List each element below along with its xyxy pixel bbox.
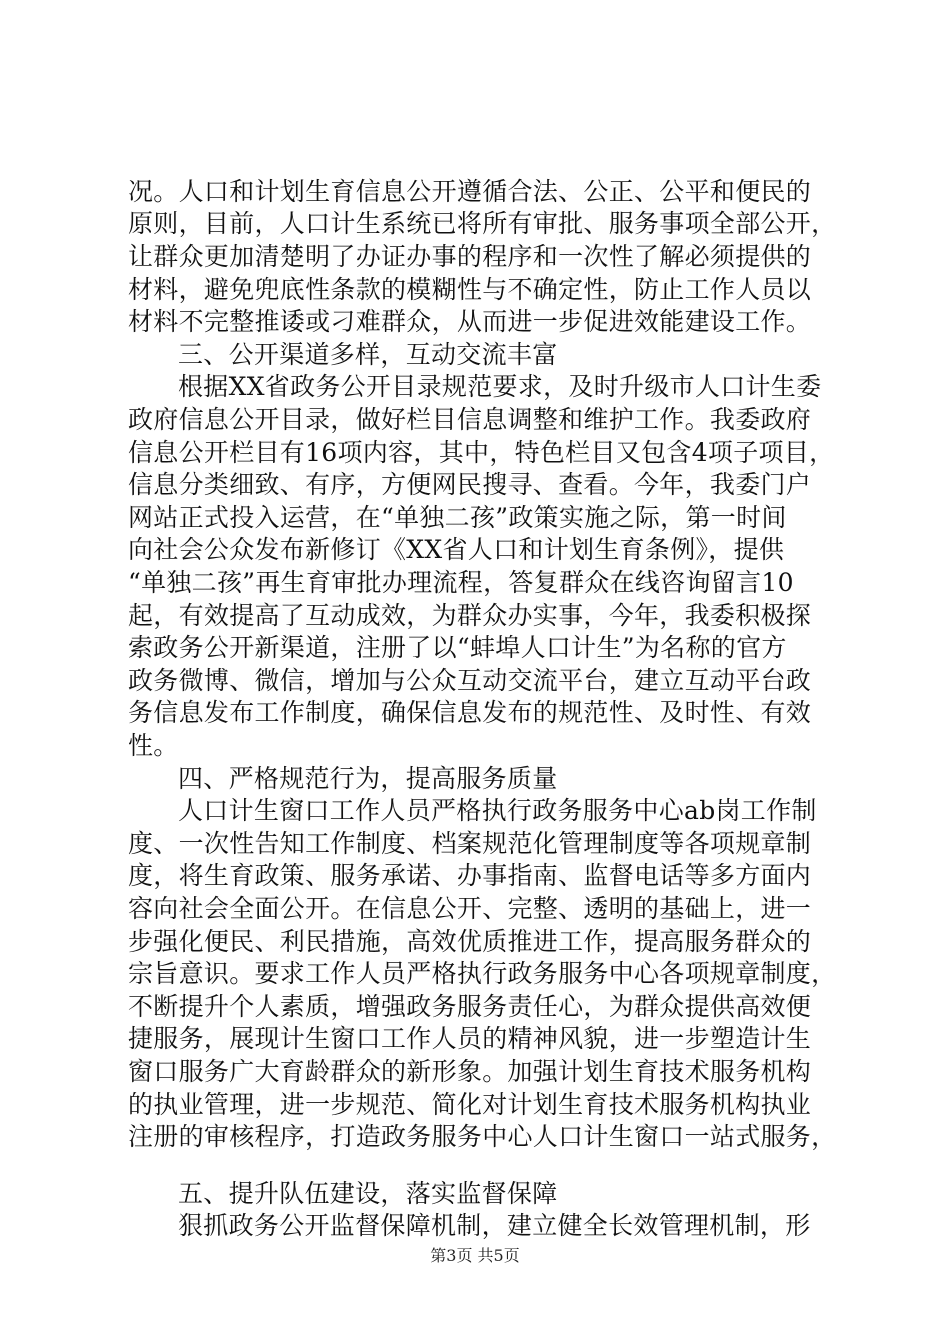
section-heading: 四、严格规范行为，提高服务质量	[178, 764, 558, 793]
paragraph-line: 材料不完整推诿或刁难群众，从而进一步促进效能建设工作。	[128, 307, 812, 336]
paragraph-line: 性。	[128, 731, 179, 760]
paragraph-line: 材料，避免兜底性条款的模糊性与不确定性，防止工作人员以	[128, 275, 812, 304]
paragraph-line: 窗口服务广大育龄群众的新形象。加强计划生育技术服务机构	[128, 1057, 812, 1086]
paragraph-line: 狠抓政务公开监督保障机制，建立健全长效管理机制，形	[178, 1211, 811, 1240]
paragraph-line: 的执业管理，进一步规范、简化对计划生育技术服务机构执业	[128, 1090, 812, 1119]
paragraph-line: “单独二孩”再生育审批办理流程，答复群众在线咨询留言10	[128, 568, 794, 597]
page-footer: 第3页 共5页	[430, 1246, 520, 1265]
paragraph-line: 政府信息公开目录，做好栏目信息调整和维护工作。我委政府	[128, 405, 812, 434]
paragraph-line: 容向社会全面公开。在信息公开、完整、透明的基础上，进一	[128, 894, 812, 923]
paragraph-line: 捷服务，展现计生窗口工作人员的精神风貌，进一步塑造计生	[128, 1024, 812, 1053]
section-heading: 三、公开渠道多样，互动交流丰富	[178, 340, 558, 369]
paragraph-line: 信息分类细致、有序，方便网民搜寻、查看。今年，我委门户	[128, 470, 812, 499]
paragraph-line: 根据XX省政务公开目录规范要求，及时升级市人口计生委	[178, 372, 822, 401]
paragraph-line: 况。人口和计划生育信息公开遵循合法、公正、公平和便民的	[128, 177, 812, 206]
paragraph-line: 网站正式投入运营，在“单独二孩”政策实施之际，第一时间	[128, 503, 787, 532]
paragraph-line: 步强化便民、利民措施，高效优质推进工作，提高服务群众的	[128, 927, 812, 956]
paragraph-line: 度、一次性告知工作制度、档案规范化管理制度等各项规章制	[128, 829, 812, 858]
paragraph-line: 政务微博、微信，增加与公众互动交流平台，建立互动平台政	[128, 666, 812, 695]
paragraph-line: 人口计生窗口工作人员严格执行政务服务中心ab岗工作制	[178, 796, 817, 825]
paragraph-line: 让群众更加清楚明了办证办事的程序和一次性了解必须提供的	[128, 242, 812, 271]
section-heading: 五、提升队伍建设，落实监督保障	[178, 1179, 558, 1208]
paragraph-line: 宗旨意识。要求工作人员严格执行政务服务中心各项规章制度，	[128, 959, 837, 988]
paragraph-line: 务信息发布工作制度，确保信息发布的规范性、及时性、有效	[128, 698, 812, 727]
paragraph-line: 注册的审核程序，打造政务服务中心人口计生窗口一站式服务，	[128, 1122, 837, 1151]
paragraph-line: 不断提升个人素质，增强政务服务责任心，为群众提供高效便	[128, 992, 812, 1021]
paragraph-line: 度，将生育政策、服务承诺、办事指南、监督电话等多方面内	[128, 861, 812, 890]
paragraph-line: 信息公开栏目有16项内容，其中，特色栏目又包含4项子项目，	[128, 438, 835, 467]
paragraph-line: 原则，目前，人口计生系统已将所有审批、服务事项全部公开，	[128, 209, 837, 238]
paragraph-line: 起，有效提高了互动成效，为群众办实事，今年，我委积极探	[128, 601, 812, 630]
paragraph-line: 索政务公开新渠道，注册了以“蚌埠人口计生”为名称的官方	[128, 633, 787, 662]
paragraph-line: 向社会公众发布新修订《XX省人口和计划生育条例》，提供	[128, 535, 785, 564]
